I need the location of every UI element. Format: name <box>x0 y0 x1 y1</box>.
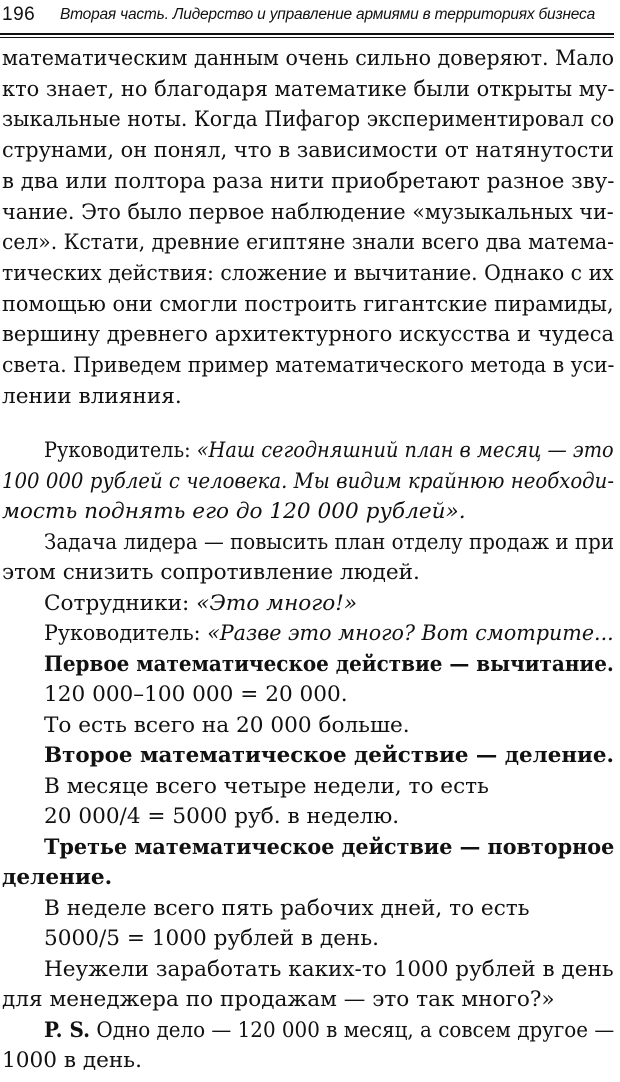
text-line: тических действия: сложение и вычитание. Однако с их <box>2 260 614 286</box>
step-heading <box>2 650 614 681</box>
text-line: в два или полтора раза нити приобретают разное зву- <box>2 168 615 194</box>
text-line: сел». Кстати, древние египтяне знали всего два матема- <box>2 230 614 256</box>
text-line: помощью они смогли построить гигантские пирамиды, <box>2 291 614 317</box>
bold-heading: Второе математическое действие — деление. <box>44 743 614 768</box>
ps-label: P. S. <box>44 1017 91 1043</box>
quote-text: «Это много!» <box>196 590 358 616</box>
calculation-line: 20 000/4 = 5000 руб. в неделю. <box>44 804 400 829</box>
text-line: струнами, он понял, что в зависимости от натянутости <box>2 138 614 164</box>
page-header <box>0 0 620 40</box>
dialog-example <box>2 436 614 1077</box>
leader-statement-line <box>2 497 614 528</box>
text-line: кто знает, но благодаря математике были открыты му- <box>2 76 615 102</box>
text-line: вершину древнего архитектурного искусства и чудеса <box>2 322 615 348</box>
calculation-line: 120 000–100 000 = 20 000. <box>44 682 348 707</box>
quote-text: «Разве это много? Вот смотрите... <box>207 621 614 646</box>
conclusion-line: для менеджера по продажам — это так много?» <box>2 987 555 1012</box>
task-line: Задача лидера — повысить план отделу продаж и при <box>44 529 615 555</box>
text-line: лении влияния. <box>2 383 182 409</box>
conclusion-line: Неужели заработать каких-то 1000 рублей в день <box>44 956 614 982</box>
postscript-line <box>2 1016 614 1047</box>
page-number: 196 <box>2 4 36 25</box>
ps-text: Одно дело — 120 000 в месяц, а совсем другое — <box>90 1017 615 1043</box>
text-line: математическим данным очень сильно доверяют. Мало <box>2 46 615 71</box>
staff-line <box>2 589 614 620</box>
text-line: чание. Это было первое наблюдение «музыкальных чи- <box>2 199 614 225</box>
bold-heading: Третье математическое действие — повторное <box>44 834 615 860</box>
step-heading <box>2 863 614 894</box>
leader-statement-line <box>2 436 614 467</box>
text-line: В месяце всего четыре недели, то есть <box>44 773 489 799</box>
result-line: То есть всего на 20 000 больше. <box>44 712 410 738</box>
task-line: этом снизить сопротивление людей. <box>2 560 420 585</box>
quote-text: 100 000 рублей с человека. Мы видим крайнюю необходи- <box>2 468 615 494</box>
step-heading <box>2 833 614 864</box>
leader-reply-line <box>2 619 614 650</box>
speaker-label: Руководитель: <box>44 621 208 646</box>
header-rule <box>0 33 614 35</box>
text-line: В неделе всего пять рабочих дней, то есть <box>44 895 530 921</box>
quote-text: мость поднять его до 120 000 рублей». <box>2 499 466 524</box>
running-title: Вторая часть. Лидерство и управление армиями в территориях бизнеса <box>60 6 596 23</box>
quote-text: «Наш сегодняшний план в месяц — это <box>196 438 614 463</box>
postscript-line: 1000 в день. <box>2 1048 142 1073</box>
bold-heading: Первое математическое действие — вычитание. <box>44 651 614 677</box>
speaker-label: Сотрудники: <box>44 590 197 616</box>
text-line: зыкальные ноты. Когда Пифагор экспериментировал со <box>2 107 615 133</box>
header-rule-thin <box>0 37 614 38</box>
speaker-label: Руководитель: <box>44 438 197 463</box>
step-heading <box>2 741 614 772</box>
text-line: света. Приведем пример математического метода в уси- <box>2 353 615 379</box>
calculation-line: 5000/5 = 1000 рублей в день. <box>44 926 379 951</box>
bold-heading: деление. <box>2 865 113 890</box>
leader-statement-line <box>2 467 614 498</box>
paragraph-mathematics <box>2 44 614 412</box>
